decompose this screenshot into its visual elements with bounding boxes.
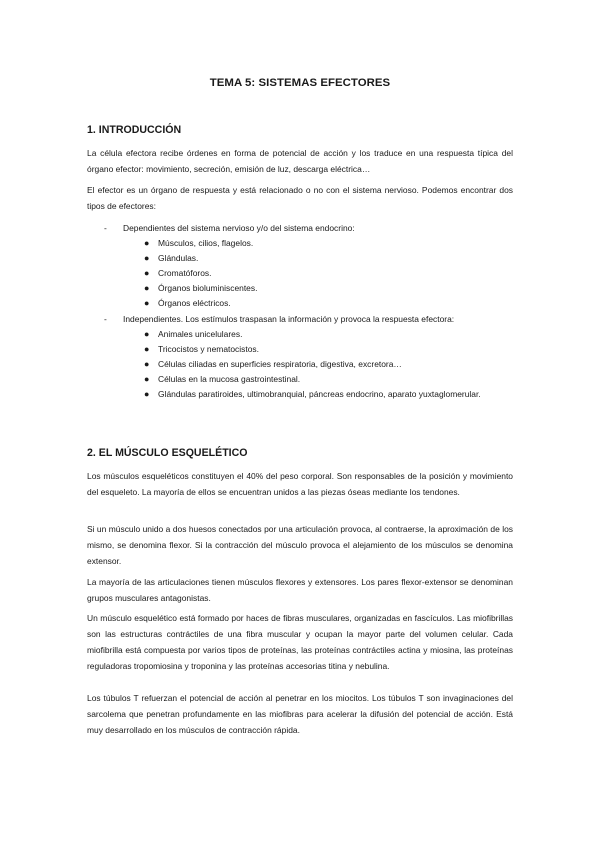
paragraph: Un músculo esquelético está formado por haces de fibras musculares, organizadas en fascículos. Las miofibrillas son las estructuras contráctiles de una fibra muscular y ocupan la mayor parte del volumen celular. Cada miofibrilla está compuesta por varios tipos de proteínas, las proteínas contráctiles actina y miosina, las proteínas reguladoras tropomiosina y troponina y las proteínas accesorias titina y nebulina. xyxy=(87,613,513,671)
list-item-label: Independientes. Los estímulos traspasan la información y provoca la respuesta efectora: xyxy=(123,314,455,324)
bullet-marker: ● xyxy=(144,283,150,293)
bullet-marker: ● xyxy=(144,344,150,354)
list-item-text: Glándulas. xyxy=(158,253,199,263)
list-item-label: Dependientes del sistema nervioso y/o del sistema endocrino: xyxy=(123,223,355,233)
paragraph: El efector es un órgano de respuesta y está relacionado o no con el sistema nervioso. Podemos encontrar dos tipos de efectores: xyxy=(87,185,513,211)
paragraph: Los túbulos T refuerzan el potencial de acción al penetrar en los miocitos. Los túbulos T son invaginaciones del sarcolema que penetran profundamente en las miofibras para acelerar la difusión del potencial de acción. Está muy desarrollado en los músculos de contracción rápida. xyxy=(87,693,513,735)
list-item-text: Glándulas paratiroides, ultimobranquial, páncreas endocrino, aparato yuxtaglomerular. xyxy=(158,389,481,399)
list-item-text: Células ciliadas en superficies respiratoria, digestiva, excretora… xyxy=(158,359,402,369)
paragraph: La mayoría de las articulaciones tienen músculos flexores y extensores. Los pares flexor-extensor se denominan grupos musculares antagonistas. xyxy=(87,577,513,603)
page-title: TEMA 5: SISTEMAS EFECTORES xyxy=(209,77,391,89)
section-heading-musculo-esqueletico: 2. EL MÚSCULO ESQUELÉTICO xyxy=(87,447,248,459)
bullet-marker: ● xyxy=(144,329,150,339)
bullet-marker: ● xyxy=(144,253,150,263)
paragraph: Si un músculo unido a dos huesos conectados por una articulación provoca, al contraerse, la aproximación de los mismo, se denomina flexor. Si la contracción del músculo provoca el alejamiento de los músculos se denomina extensor. xyxy=(87,524,513,566)
paragraph: La célula efectora recibe órdenes en forma de potencial de acción y los traduce en una respuesta típica del órgano efector: movimiento, secreción, emisión de luz, descarga eléctrica… xyxy=(87,148,513,174)
dash-marker: - xyxy=(104,314,107,324)
bullet-marker: ● xyxy=(144,374,150,384)
list-item-text: Cromatóforos. xyxy=(158,268,212,278)
list-item-text: Órganos eléctricos. xyxy=(158,298,231,308)
list-item-text: Células en la mucosa gastrointestinal. xyxy=(158,374,301,384)
list-item-text: Órganos bioluminiscentes. xyxy=(158,283,258,293)
list-item-text: Músculos, cilios, flagelos. xyxy=(158,238,254,248)
bullet-marker: ● xyxy=(144,298,150,308)
bullet-marker: ● xyxy=(144,268,150,278)
list-item-text: Tricocistos y nematocistos. xyxy=(158,344,259,354)
bullet-marker: ● xyxy=(144,238,150,248)
list-item-text: Animales unicelulares. xyxy=(158,329,243,339)
section-heading-introduccion: 1. INTRODUCCIÓN xyxy=(87,124,182,136)
paragraph: Los músculos esqueléticos constituyen el 40% del peso corporal. Son responsables de la posición y movimiento del esqueleto. La mayoría de ellos se encuentran unidos a las piezas óseas mediante los tendones. xyxy=(87,471,513,497)
dash-marker: - xyxy=(104,223,107,233)
bullet-marker: ● xyxy=(144,389,150,399)
bullet-marker: ● xyxy=(144,359,150,369)
